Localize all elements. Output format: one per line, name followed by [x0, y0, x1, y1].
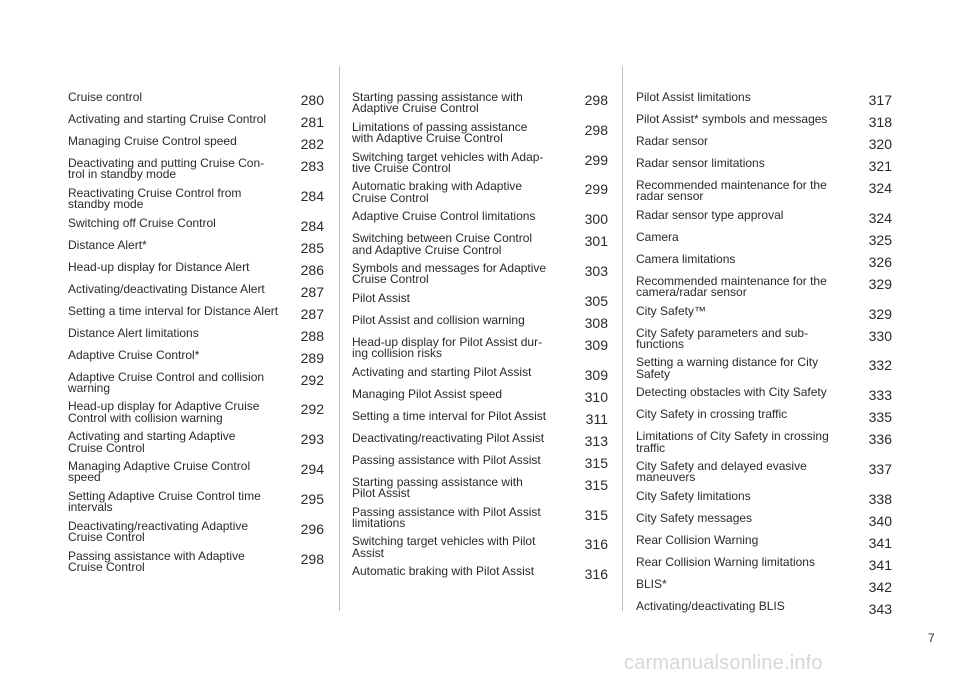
toc-entry-page: 299	[584, 151, 608, 168]
toc-entry-title: Reactivating Cruise Control from standby mode	[68, 185, 242, 212]
toc-entry[interactable]	[636, 273, 892, 300]
toc-entry-title: Recommended maintenance for the radar sensor	[636, 178, 827, 204]
toc-entry-title: Radar sensor	[636, 134, 709, 148]
toc-entry-title: Recommended maintenance for the camera/radar sensor	[636, 273, 827, 300]
column-divider	[339, 66, 340, 611]
toc-entry[interactable]	[68, 431, 324, 454]
toc-entry-page: 299	[584, 181, 608, 198]
toc-entry[interactable]	[352, 119, 608, 146]
toc-entry[interactable]	[636, 229, 892, 248]
toc-entry-page: 330	[868, 327, 892, 344]
toc-entry-page: 285	[300, 239, 324, 256]
toc-entry-page: 288	[300, 327, 324, 344]
toc-entry-title: Managing Cruise Control speed	[68, 134, 237, 148]
toc-entry[interactable]	[352, 211, 608, 226]
toc-entry[interactable]	[68, 347, 324, 366]
toc-entry-page: 301	[584, 233, 608, 250]
toc-entry[interactable]	[636, 409, 892, 424]
toc-entry-page: 335	[868, 409, 892, 426]
toc-column-2	[352, 92, 608, 588]
toc-entry[interactable]	[636, 598, 892, 617]
toc-entry-title: Radar sensor type approval	[636, 207, 784, 222]
toc-entry-title: Deactivating and putting Cruise Con- trol in standby mode	[68, 156, 265, 182]
toc-entry-title: Rear Collision Warning limitations	[636, 554, 815, 569]
toc-entry-page: 310	[584, 388, 608, 405]
toc-entry[interactable]	[352, 263, 608, 286]
toc-entry-title: Head-up display for Adaptive Cruise Control with collision warning	[68, 399, 260, 425]
watermark: carmanualsonline.info	[624, 652, 823, 674]
toc-entry[interactable]	[352, 334, 608, 361]
toc-entry-title: Pilot Assist limitations	[636, 90, 751, 104]
toc-entry[interactable]	[636, 431, 892, 454]
toc-entry-title: BLIS*	[636, 576, 667, 591]
toc-entry-title: Activating and starting Adaptive Cruise Control	[68, 429, 236, 455]
toc-entry-title: Pilot Assist and collision warning	[352, 312, 525, 327]
toc-entry-page: 294	[300, 461, 324, 478]
toc-entry[interactable]	[352, 92, 608, 115]
toc-entry-title: City Safety and delayed evasive maneuvers	[636, 459, 807, 485]
toc-entry-title: Head-up display for Distance Alert	[68, 259, 250, 274]
page-number: 7	[928, 631, 935, 645]
toc-entry-page: 315	[584, 476, 608, 493]
toc-entry[interactable]	[636, 180, 892, 203]
toc-entry-page: 287	[300, 305, 324, 322]
toc-entry-title: City Safety in crossing traffic	[636, 407, 788, 422]
toc-entry[interactable]	[352, 408, 608, 427]
toc-entry-page: 325	[868, 231, 892, 248]
toc-entry-page: 316	[584, 566, 608, 583]
toc-entry-title: Camera limitations	[636, 251, 736, 266]
toc-entry[interactable]	[352, 504, 608, 530]
toc-entry-page: 336	[868, 431, 892, 448]
toc-entry-title: Managing Pilot Assist speed	[352, 386, 503, 401]
toc-entry-title: Activating/deactivating Distance Alert	[68, 281, 265, 296]
toc-entry-page: 342	[868, 578, 892, 595]
toc-entry[interactable]	[68, 92, 324, 107]
toc-entry-title: City Safety limitations	[636, 488, 751, 503]
toc-entry-title: Setting a warning distance for City Safety	[636, 355, 819, 381]
toc-entry[interactable]	[636, 357, 892, 380]
toc-entry[interactable]	[68, 237, 324, 256]
toc-entry[interactable]	[636, 92, 892, 107]
toc-entry[interactable]	[352, 452, 608, 471]
toc-entry-title: Activating and starting Cruise Control	[68, 112, 267, 126]
toc-entry-page: 303	[584, 263, 608, 280]
toc-entry-page: 318	[868, 114, 892, 130]
toc-entry-title: Adaptive Cruise Control and collision warning	[68, 369, 265, 396]
toc-entry-page: 343	[868, 600, 892, 617]
toc-entry-page: 287	[300, 283, 324, 300]
toc-entry-page: 309	[584, 336, 608, 353]
toc-entry-page: 333	[868, 387, 892, 404]
toc-entry[interactable]	[636, 325, 892, 352]
toc-entry[interactable]	[68, 185, 324, 212]
toc-entry-title: City Safety messages	[636, 510, 753, 525]
toc-entry[interactable]	[636, 136, 892, 151]
toc-entry-title: Limitations of passing assistance with Adaptive Cruise Control	[352, 119, 528, 146]
toc-entry[interactable]	[352, 364, 608, 383]
toc-entry-title: Distance Alert*	[68, 237, 147, 252]
toc-entry-page: 284	[300, 217, 324, 234]
toc-entry-page: 317	[868, 92, 892, 108]
toc-entry-title: Radar sensor limitations	[636, 156, 765, 170]
toc-entry-title: Passing assistance with Pilot Assist limitations	[352, 504, 541, 530]
toc-entry-page: 289	[300, 349, 324, 366]
toc-entry-page: 313	[584, 432, 608, 449]
toc-entry-page: 283	[300, 158, 324, 174]
toc-entry-page: 298	[584, 121, 608, 138]
toc-entry-title: Activating/deactivating BLIS	[636, 598, 785, 613]
toc-entry[interactable]	[636, 207, 892, 226]
toc-entry-page: 332	[868, 357, 892, 374]
toc-entry[interactable]	[68, 281, 324, 300]
toc-entry[interactable]	[68, 461, 324, 484]
toc-column-3	[636, 92, 892, 623]
toc-entry[interactable]	[68, 401, 324, 424]
toc-entry-title: City Safety parameters and sub-functions	[636, 325, 809, 352]
toc-entry-title: Activating and starting Pilot Assist	[352, 364, 532, 379]
column-divider	[622, 66, 623, 611]
toc-entry-title: Switching off Cruise Control	[68, 215, 216, 230]
toc-entry[interactable]	[636, 532, 892, 551]
toc-entry[interactable]	[352, 149, 608, 176]
toc-entry-page: 337	[868, 461, 892, 478]
toc-entry-page: 329	[868, 305, 892, 322]
toc-entry-title: Cruise control	[68, 90, 143, 104]
toc-entry[interactable]	[68, 136, 324, 151]
toc-entry-title: Starting passing assistance with Pilot Assist	[352, 474, 523, 501]
toc-entry[interactable]	[636, 510, 892, 529]
toc-entry-title: Deactivating/reactivating Pilot Assist	[352, 430, 545, 445]
toc-entry-page: 295	[300, 490, 324, 507]
toc-entry-page: 282	[300, 136, 324, 152]
toc-entry-title: Pilot Assist	[352, 290, 411, 305]
toc-entry[interactable]	[636, 576, 892, 595]
toc-entry-page: 281	[300, 114, 324, 130]
toc-entry-page: 320	[868, 136, 892, 152]
toc-entry-title: Adaptive Cruise Control*	[68, 347, 200, 362]
toc-entry-page: 300	[584, 211, 608, 228]
toc-entry-title: Adaptive Cruise Control limitations	[352, 209, 536, 224]
toc-entry-page: 292	[300, 371, 324, 388]
toc-entry[interactable]	[352, 290, 608, 309]
toc-entry-title: Deactivating/reactivating Adaptive Cruise Control	[68, 518, 249, 545]
toc-entry-title: Setting Adaptive Cruise Control time intervals	[68, 488, 261, 515]
toc-entry[interactable]	[68, 215, 324, 234]
toc-entry-page: 316	[584, 536, 608, 553]
toc-entry[interactable]	[68, 303, 324, 322]
toc-entry-title: Pilot Assist* symbols and messages	[636, 112, 828, 126]
toc-entry-page: 293	[300, 431, 324, 448]
toc-entry-page: 296	[300, 520, 324, 537]
toc-column-1	[68, 92, 324, 580]
toc-entry-title: Passing assistance with Pilot Assist	[352, 452, 541, 467]
toc-entry[interactable]	[68, 369, 324, 396]
toc-entry[interactable]	[68, 114, 324, 129]
toc-entry-title: Automatic braking with Adaptive Cruise Control	[352, 179, 523, 205]
toc-entry[interactable]	[68, 518, 324, 545]
toc-entry[interactable]	[636, 158, 892, 173]
toc-entry-title: Detecting obstacles with City Safety	[636, 385, 827, 400]
toc-entry-title: City Safety™	[636, 303, 707, 318]
toc-entry[interactable]	[68, 158, 324, 181]
toc-entry-page: 284	[300, 187, 324, 204]
toc-entry[interactable]	[68, 325, 324, 344]
toc-entry-page: 341	[868, 534, 892, 551]
toc-entry[interactable]	[352, 536, 608, 559]
toc-entry[interactable]	[636, 114, 892, 129]
toc-entry[interactable]	[636, 251, 892, 270]
toc-entry[interactable]	[352, 566, 608, 581]
toc-entry-page: 309	[584, 366, 608, 383]
toc-entry[interactable]	[352, 181, 608, 204]
toc-entry-page: 298	[300, 550, 324, 567]
toc-entry-page: 308	[584, 314, 608, 331]
toc-entry[interactable]	[636, 554, 892, 573]
toc-entry-title: Setting a time interval for Distance Alert	[68, 303, 279, 318]
toc-entry[interactable]	[68, 259, 324, 278]
toc-entry-title: Camera	[636, 229, 679, 244]
toc-entry-page: 292	[300, 401, 324, 418]
toc-entry[interactable]	[636, 488, 892, 507]
toc-entry-title: Rear Collision Warning	[636, 532, 759, 547]
toc-entry-page: 280	[300, 92, 324, 108]
toc-entry[interactable]	[68, 488, 324, 515]
toc-entry-title: Starting passing assistance with Adaptive Cruise Control	[352, 90, 523, 116]
toc-entry-page: 311	[585, 410, 608, 427]
toc-entry-title: Automatic braking with Pilot Assist	[352, 564, 535, 579]
toc-entry-title: Managing Adaptive Cruise Control speed	[68, 459, 251, 485]
toc-entry[interactable]	[636, 303, 892, 322]
toc-entry-page: 321	[868, 158, 892, 174]
toc-entry[interactable]	[636, 461, 892, 484]
toc-entry-title: Head-up display for Pilot Assist dur- ing collision risks	[352, 334, 543, 361]
toc-entry[interactable]	[636, 387, 892, 402]
toc-entry-page: 341	[868, 556, 892, 573]
toc-entry-page: 298	[584, 92, 608, 108]
toc-entry-page: 286	[300, 261, 324, 278]
toc-entry[interactable]	[352, 430, 608, 449]
toc-entry[interactable]	[352, 233, 608, 256]
toc-entry-page: 315	[584, 506, 608, 523]
toc-entry-page: 338	[868, 490, 892, 507]
toc-entry-title: Passing assistance with Adaptive Cruise Control	[68, 548, 245, 574]
toc-entry[interactable]	[352, 386, 608, 405]
toc-entry-page: 329	[868, 275, 892, 292]
toc-entry-title: Switching target vehicles with Pilot Assist	[352, 534, 536, 560]
toc-entry-page: 324	[868, 180, 892, 196]
toc-entry-page: 340	[868, 512, 892, 529]
toc-entry-title: Limitations of City Safety in crossing traffic	[636, 429, 829, 455]
toc-entry-page: 326	[868, 253, 892, 270]
toc-entry-page: 305	[584, 292, 608, 309]
toc-entry[interactable]	[352, 312, 608, 331]
toc-entry-title: Symbols and messages for Adaptive Cruise Control	[352, 261, 547, 287]
toc-entry-page: 324	[868, 209, 892, 226]
toc-entry-page: 315	[584, 454, 608, 471]
toc-entry[interactable]	[68, 548, 324, 574]
toc-entry[interactable]	[352, 474, 608, 501]
toc-entry-title: Switching between Cruise Control and Adaptive Cruise Control	[352, 231, 533, 257]
toc-entry-title: Switching target vehicles with Adap- tive Cruise Control	[352, 149, 544, 176]
toc-entry-title: Distance Alert limitations	[68, 325, 199, 340]
toc-entry-title: Setting a time interval for Pilot Assist	[352, 408, 547, 423]
